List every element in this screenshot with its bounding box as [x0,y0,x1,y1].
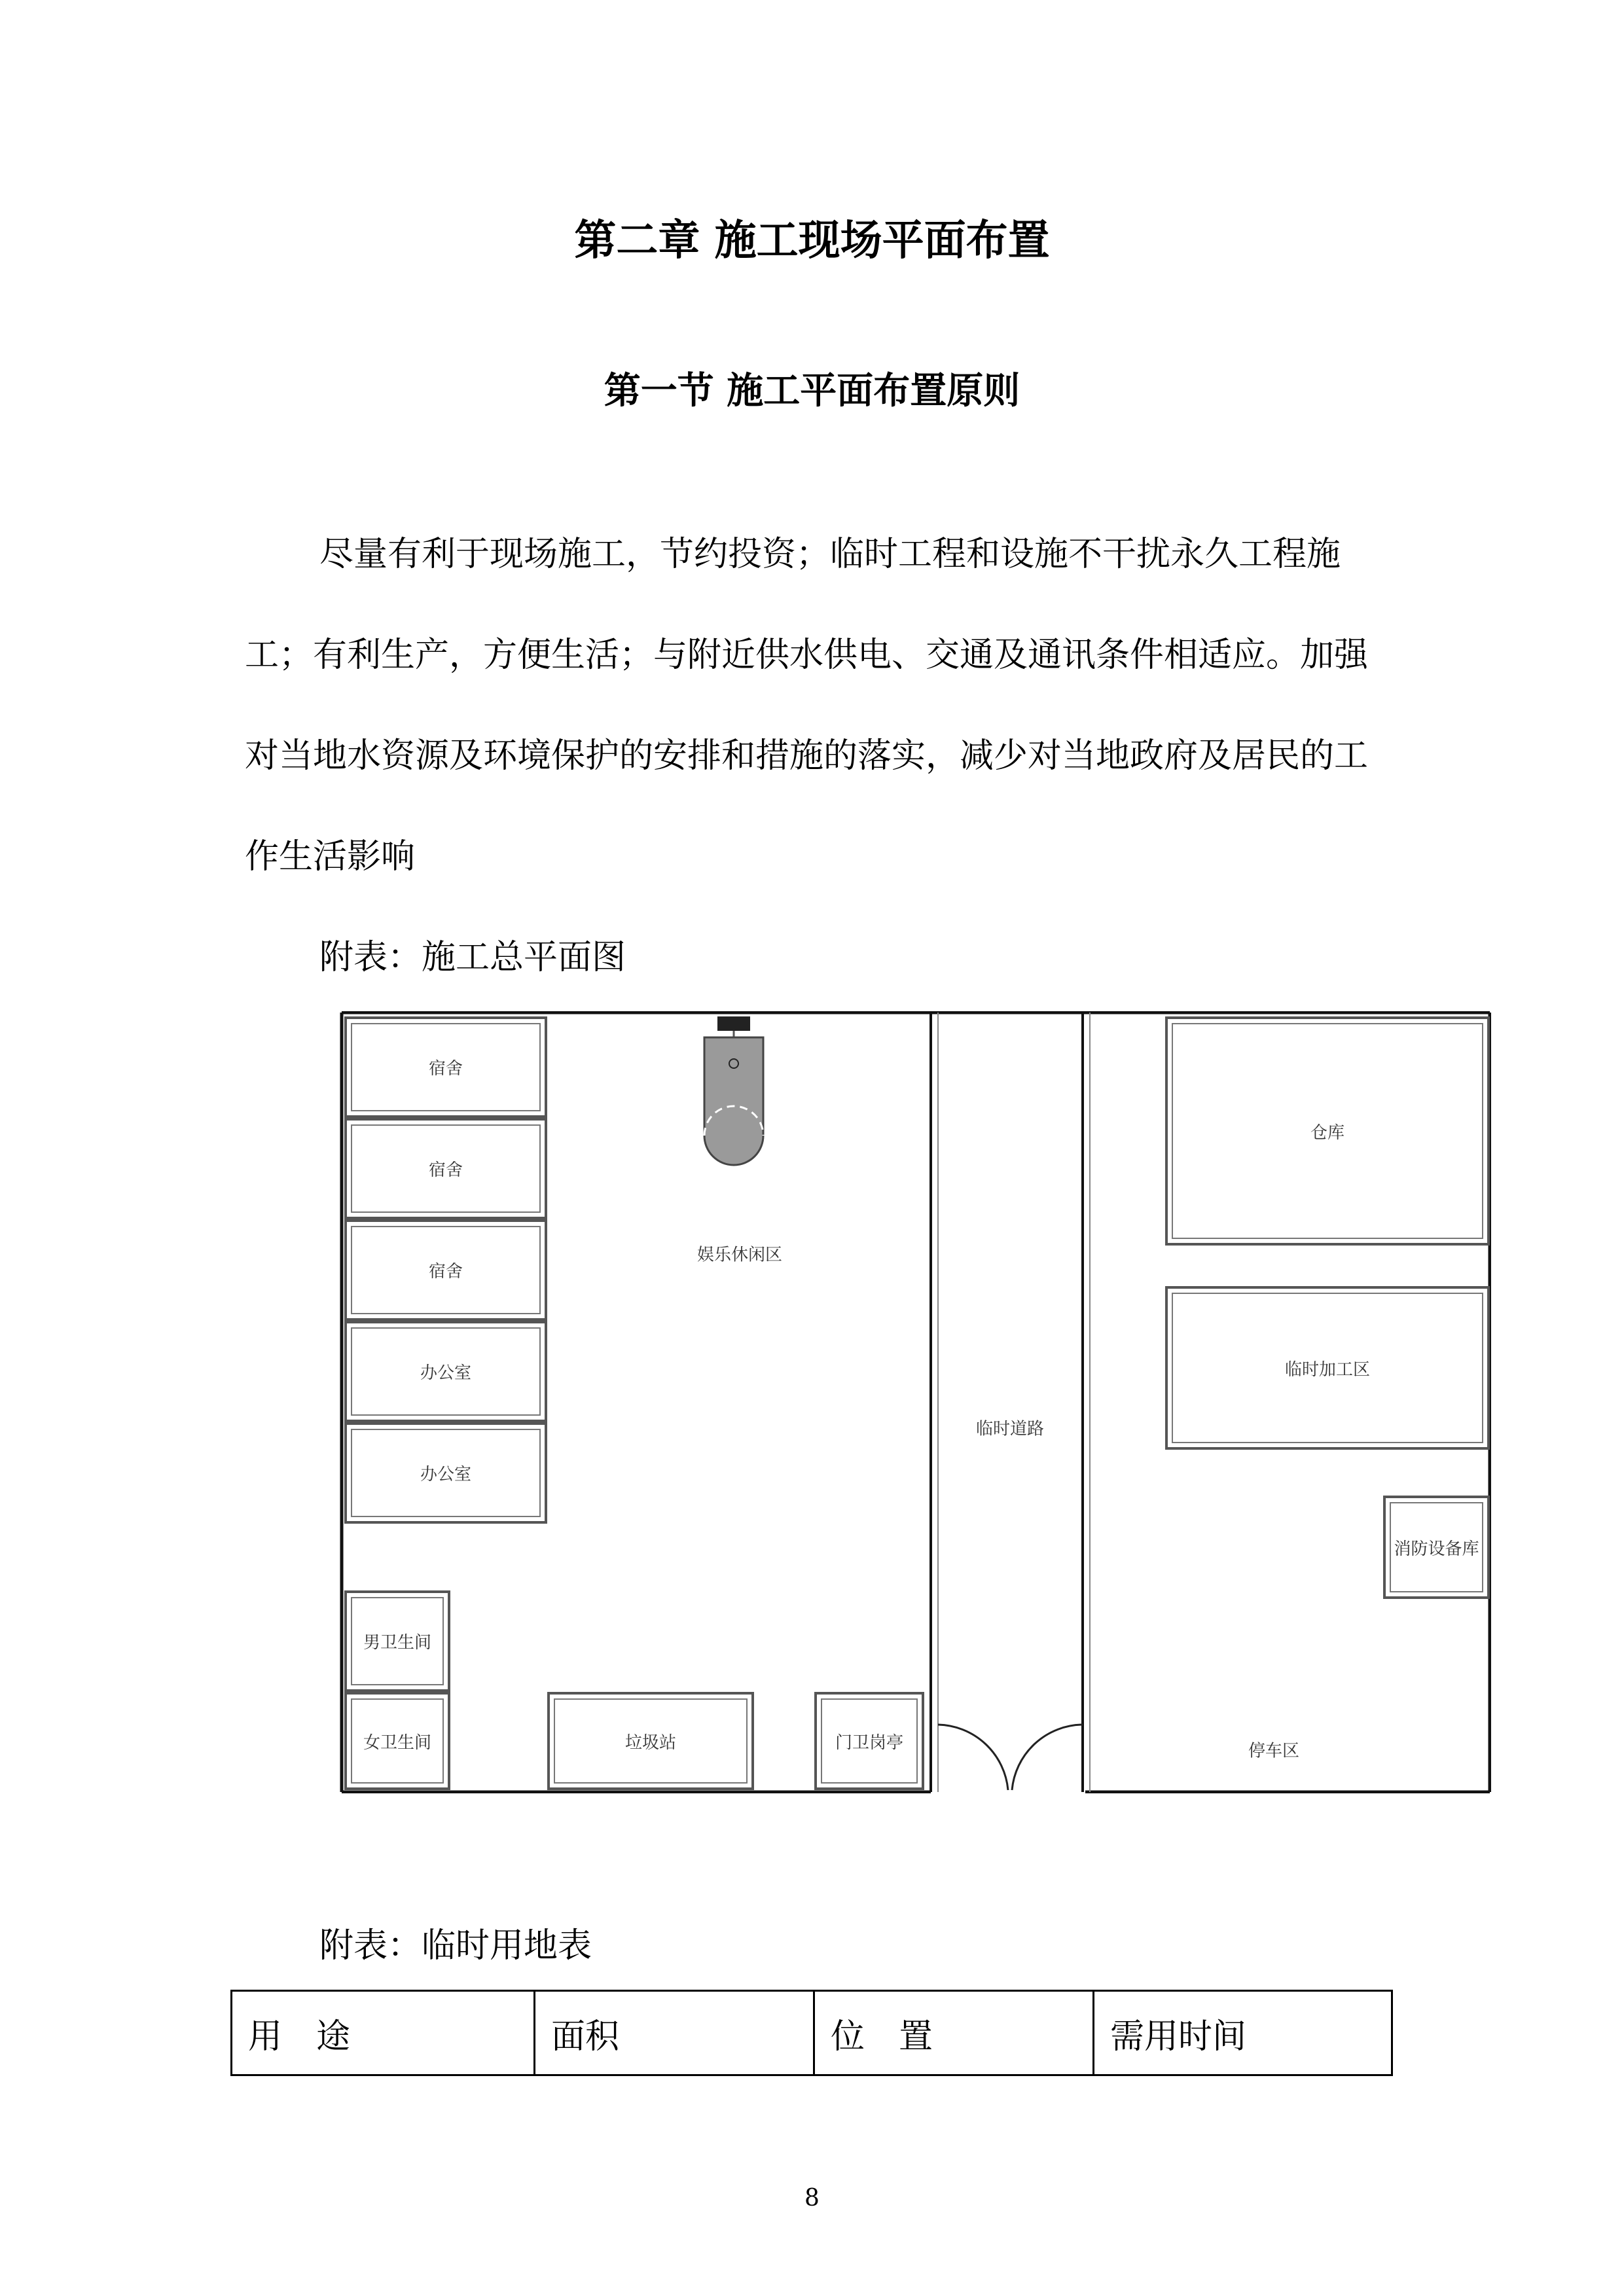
site-plan [339,1011,1491,1793]
processing-area: 临时加工区 [1165,1286,1490,1450]
road-label: 临时道路 [975,1419,1045,1439]
dorm-1: 宿舍 [344,1016,547,1118]
fire-equipment-storage: 消防设备库 [1383,1496,1490,1599]
header-area: 面积 [535,1991,814,2075]
male-restroom: 男卫生间 [344,1590,450,1692]
dorm-3: 宿舍 [344,1219,547,1321]
guard-booth: 门卫岗亭 [814,1692,924,1790]
crane-body [704,1037,763,1165]
table-header-row [232,1991,1392,2075]
female-restroom: 女卫生间 [344,1692,450,1790]
plan-caption: 附表：施工总平面图 [319,938,626,977]
crane-base [717,1016,750,1031]
warehouse: 仓库 [1165,1016,1490,1246]
recreation-area-label: 娱乐休闲区 [696,1245,783,1265]
page-number: 8 [804,2185,820,2212]
body-paragraph: 尽量有利于现场施工，节约投资；临时工程和设施不干扰永久工程施工；有利生产，方便生活；与附近供水供电、交通及通讯条件相适应。加强对当地水资源及环境保护的安排和措施的落实，减少对当地政府及居民的工作生活影响 [245,535,1369,876]
table-caption: 附表：临时用地表 [319,1926,592,1965]
header-time: 需用时间 [1094,1991,1392,2075]
section-title: 第一节 施工平面布置原则 [604,369,1020,412]
parking-area-label: 停车区 [1248,1741,1300,1761]
office-1: 办公室 [344,1321,547,1422]
chapter-title: 第二章 施工现场平面布置 [574,216,1050,265]
garbage-station: 垃圾站 [547,1692,754,1790]
header-use: 用 途 [232,1991,535,2075]
dorm-2: 宿舍 [344,1118,547,1219]
header-location: 位 置 [814,1991,1094,2075]
office-2: 办公室 [344,1422,547,1524]
land-use-table [230,1990,1393,2076]
